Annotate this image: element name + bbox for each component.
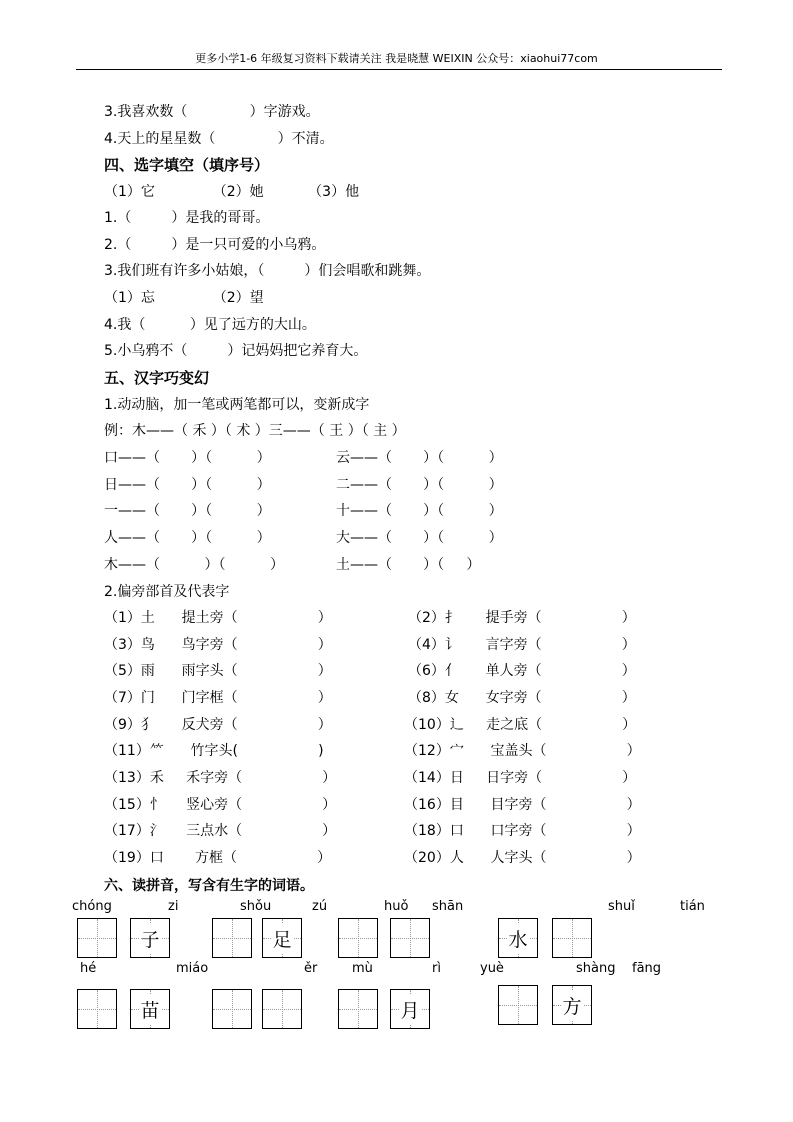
radical-left: （17）氵 三点水（ ）	[104, 823, 337, 839]
pinyin: shàng	[576, 961, 616, 976]
writing-box[interactable]	[498, 985, 538, 1025]
fill-question-4: 4.我（ ）见了远方的大山。	[104, 317, 316, 333]
question-3: 3.我喜欢数（ ）字游戏。	[104, 104, 320, 120]
radical-left: （15）忄 竖心旁（ ）	[104, 797, 337, 813]
writing-box[interactable]	[77, 989, 117, 1029]
radical-left: （19）口 方框（ ）	[104, 850, 332, 866]
question-4: 4.天上的星星数（ ）不清。	[104, 131, 334, 147]
transform-left: 一——（ ）（ ）	[104, 503, 271, 519]
transform-right: 土——（ ）（ ）	[336, 557, 481, 573]
pinyin: shuǐ	[608, 899, 635, 914]
writing-box-miao: 苗	[130, 989, 170, 1029]
section-4-heading: 四、选字填空（填序号）	[104, 156, 270, 174]
pinyin: zú	[312, 899, 328, 914]
transform-left: 口——（ ）（ ）	[104, 450, 271, 466]
page-header: 更多小学1-6 年级复习资料下载请关注 我是晓慧 WEIXIN 公众号：xiaohui77com	[195, 52, 598, 65]
fill-question-3: 3.我们班有许多小姑娘，（ ）们会唱歌和跳舞。	[104, 263, 431, 279]
pinyin: rì	[432, 961, 441, 976]
options-group-2: （1）忘 （2）望	[104, 290, 264, 306]
example-line: 例：木——（ 禾 ）（ 术 ）三——（ 王 ）（ 主 ）	[104, 423, 406, 439]
transform-right: 二——（ ）（ ）	[336, 477, 503, 493]
writing-box[interactable]	[338, 918, 378, 958]
pinyin-row-1	[0, 899, 793, 915]
pinyin: shǒu	[240, 899, 272, 914]
pinyin: hé	[80, 961, 97, 976]
transform-left: 日——（ ）（ ）	[104, 477, 271, 493]
writing-box-zu: 足	[262, 918, 302, 958]
pinyin: huǒ	[384, 899, 409, 914]
writing-box-fang: 方	[552, 985, 592, 1025]
fill-question-1: 1.（ ）是我的哥哥。	[104, 210, 270, 226]
pinyin: yuè	[480, 961, 504, 976]
pinyin: shān	[432, 899, 464, 914]
radical-right: （10）辶 走之底（ ）	[404, 717, 637, 733]
writing-box-zi: 子	[130, 918, 170, 958]
section-5-heading: 五、汉字巧变幻	[104, 369, 210, 387]
fill-question-2: 2.（ ）是一只可爱的小乌鸦。	[104, 237, 326, 253]
transform-right: 十——（ ）（ ）	[336, 503, 503, 519]
radical-left: （9）犭 反犬旁（ ）	[104, 717, 332, 733]
radical-right: （4）讠 言字旁（ ）	[408, 637, 636, 653]
writing-box-shui: 水	[498, 918, 538, 958]
pinyin: tián	[680, 899, 705, 914]
radical-left: （3）鸟 鸟字旁（ ）	[104, 637, 332, 653]
pinyin: chóng	[72, 899, 112, 914]
pinyin: fāng	[632, 961, 662, 976]
options-group-1: （1）它 （2）她 （3）他	[104, 184, 360, 200]
writing-box[interactable]	[390, 918, 430, 958]
radical-right: （20）人 人字头（ ）	[404, 850, 641, 866]
writing-box[interactable]	[262, 989, 302, 1029]
radical-left: （5）雨 雨字头（ ）	[104, 663, 332, 679]
radical-left: （1）土 提土旁（ ）	[104, 610, 332, 626]
radical-right: （16）目 目字旁（ ）	[404, 797, 641, 813]
radical-right: （18）口 口字旁（ ）	[404, 823, 641, 839]
writing-box[interactable]	[552, 918, 592, 958]
radical-left: （13）禾 禾字旁（ ）	[104, 770, 337, 786]
fill-question-5: 5.小乌鸦不（ ）记妈妈把它养育大。	[104, 343, 368, 359]
radical-right: （8）女 女字旁（ ）	[408, 690, 636, 706]
pinyin: mù	[352, 961, 373, 976]
writing-box[interactable]	[212, 989, 252, 1029]
radical-left: （7）门 门字框（ ）	[104, 690, 332, 706]
transform-right: 大——（ ）（ ）	[336, 530, 503, 546]
writing-box[interactable]	[338, 989, 378, 1029]
transform-left: 木——（ ）（ ）	[104, 557, 285, 573]
pinyin-row-2	[0, 961, 793, 977]
section-6-heading: 六、读拼音，写含有生字的词语。	[104, 878, 314, 894]
pinyin: miáo	[176, 961, 209, 976]
radical-left: （11）⺮ 竹字头( )	[104, 743, 324, 759]
radical-right: （14）日 日字旁（ ）	[404, 770, 637, 786]
pinyin: zi	[168, 899, 179, 914]
radical-right: （2）扌 提手旁（ ）	[408, 610, 636, 626]
writing-box[interactable]	[77, 918, 117, 958]
subsection-1-title: 1.动动脑，加一笔或两笔都可以，变新成字	[104, 397, 370, 413]
radical-right: （6）亻 单人旁（ ）	[408, 663, 636, 679]
writing-box[interactable]	[212, 918, 252, 958]
radical-right: （12）宀 宝盖头（ ）	[404, 743, 641, 759]
transform-left: 人——（ ）（ ）	[104, 530, 271, 546]
transform-right: 云——（ ）（ ）	[336, 450, 503, 466]
writing-box-yue: 月	[390, 989, 430, 1029]
header-divider	[76, 69, 722, 70]
pinyin: ěr	[304, 961, 318, 976]
subsection-2-title: 2.偏旁部首及代表字	[104, 584, 230, 600]
